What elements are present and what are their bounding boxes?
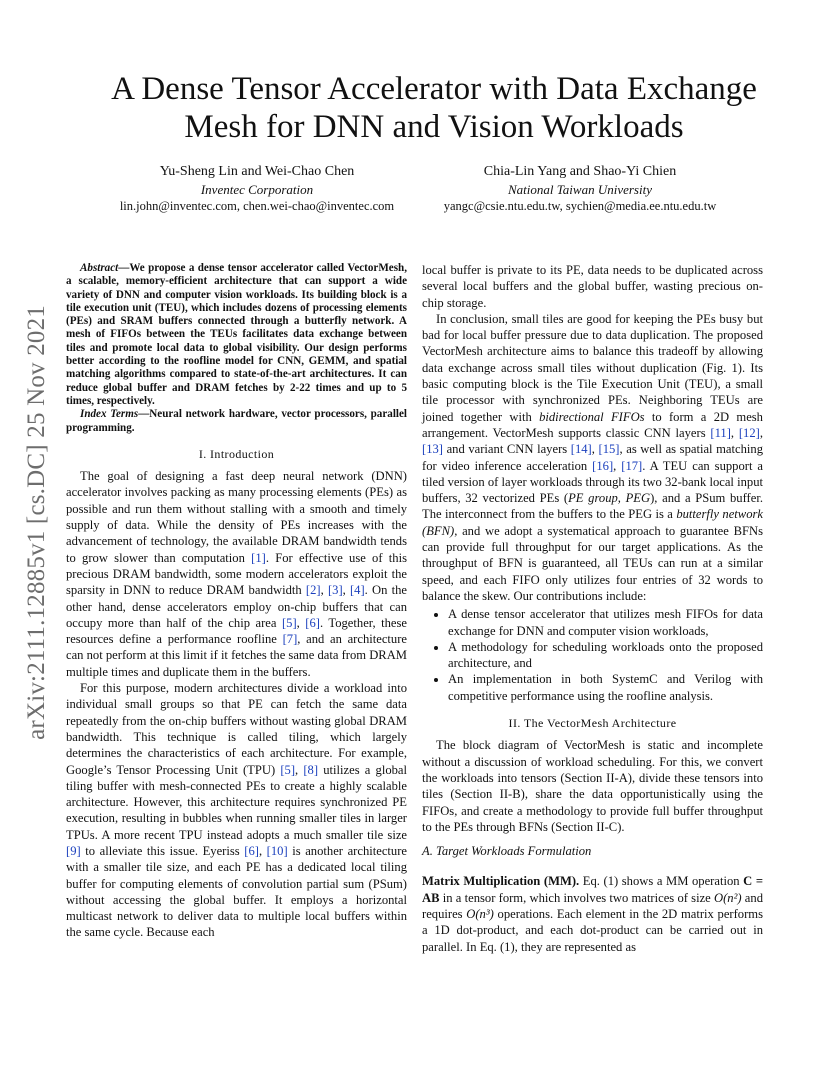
author-affiliation: National Taiwan University (508, 182, 652, 197)
citation-link[interactable]: [10] (266, 843, 288, 858)
index-terms (66, 408, 407, 435)
matrix-multiplication-paragraph (422, 873, 763, 954)
text-run: and variant CNN layers (442, 442, 571, 457)
text-run: , (296, 615, 306, 630)
text-run: . For effective use of this precious DRAM bandwidth, some modern accelerators exploit the sparsity in DNN to reduce DRAM bandwidth (66, 550, 407, 598)
text-run: , (342, 583, 350, 598)
text-run: , (320, 583, 328, 598)
citation-link[interactable]: [5] (280, 762, 296, 777)
emphasis: bidirectional FIFOs (539, 409, 645, 424)
math-expression: O(n³) (466, 906, 494, 921)
author-affiliation: Inventec Corporation (200, 182, 314, 197)
text-run: and requires (422, 890, 763, 921)
list-item: • An implementation in both SystemC and Verilog with competitive performance using the roofline analysis. (448, 671, 763, 704)
arxiv-id: arXiv:2111.12885v1 [cs.DC] 25 Nov 2021 (23, 305, 50, 740)
section-heading-introduction: I. Introduction (198, 446, 275, 461)
text-run: , (591, 442, 599, 457)
text-run: ), and a PSum buffer. The interconnect from the buffers to the PEG is a (422, 491, 763, 522)
text-run: . A TEU can support a tiled version of layer workloads through its two 32-bank local input buffers, 32 vectorized PEs ( (422, 458, 763, 506)
text-run: operations. Each element in the 2D matrix performs a 1D dot-product, and each dot-product can be carried out in parallel. In Eq. (1), they are represented as (422, 906, 763, 954)
citation-link[interactable]: [9] (66, 843, 81, 858)
text-run: For this purpose, modern architectures divide a workload into individual small groups so that PE can fetch the same data repeatedly from the on-chip buffers without wasting global DRAM bandwidth. This technique is called tiling, which largely determines the characteristics of each architecture. For example, Google’s Tensor Processing Unit (TPU) (66, 681, 407, 777)
title-line-2: Mesh for DNN and Vision Workloads (184, 109, 684, 145)
citation-link[interactable]: [8] (303, 762, 319, 777)
text-run: , (295, 762, 304, 777)
abstract-label: Abstract (80, 262, 119, 274)
abstract-text: —We propose a dense tensor accelerator called VectorMesh, a scalable, memory-efficient architecture that can support a wide variety of DNN and computer vision workloads. Its building block is a tile execution unit (TEU), which includes dozens of processing elements (PEs) and SRAM buffers connected through a butterfly network. A mesh of FIFOs between the TEUs facilitates data exchange between tiles and promote local data to global visibility. Our design performs better according to the roofline model for CNN, GEMM, and spatial matching algorithms compared to state-of-the-art architectures. It can reduce global buffer and DRAM fetches by 2-22 times and up to 5 times, respectively. (66, 262, 407, 407)
citation-link[interactable]: [4] (349, 583, 365, 598)
subsection-heading: A. Target Workloads Formulation (422, 844, 592, 859)
text-run: utilizes a global tiling buffer with mesh-connected PEs to create a highly scalable architecture. However, this architecture requires synchronized PE execution, resulting in bubbles when running smaller tiles in larger TPUs. A more recent TPU instead adopts a much smaller tile size (66, 762, 408, 842)
citation-link[interactable]: [3] (327, 583, 343, 598)
right-paragraph-2 (422, 311, 763, 604)
section-heading-architecture: II. The VectorMesh Architecture (508, 716, 677, 731)
citation-link[interactable]: [14] (570, 442, 592, 457)
citation-link[interactable]: [16] (592, 458, 614, 473)
text-run: In conclusion, small tiles are good for keeping the PEs busy but bad for local buffer pressure due to data duplication. The proposed VectorMesh architecture aims to balance this tradeoff by allowing data exchange across small tiles without duplication (Fig. 1). Its basic computing block is the Tile Execution Unit (TEU), a small tile processor with synchronized PEs. Neighboring TEUs are joined together with (422, 311, 763, 424)
text-run: The goal of designing a fast deep neural network (DNN) accelerator involves packing as many processing elements (PEs) as possible and run them without stalling with a smooth and timely supply of data. While the density of PEs increases with the advancement of technology, the available DRAM bandwidth tends to grow slower than computation (66, 469, 407, 565)
citation-link[interactable]: [6] (305, 615, 320, 630)
emphasis: PE group, PEG (568, 491, 651, 506)
emphasis: butterfly network (BFN) (422, 507, 763, 538)
list-item: • A dense tensor accelerator that utilizes mesh FIFOs for data exchange for DNN and computer vision workloads, (448, 606, 763, 639)
left-column (66, 262, 407, 941)
citation-link[interactable]: [7] (282, 632, 298, 647)
author-names: Yu-Sheng Lin and Wei-Chao Chen (159, 164, 355, 179)
citation-link[interactable]: [5] (281, 615, 297, 630)
abstract (66, 262, 407, 408)
author-email: lin.john@inventec.com, chen.wei-chao@inventec.com (119, 199, 395, 213)
citation-link[interactable]: [1] (251, 550, 266, 565)
text-run: is another architecture with a smaller tile size, and each PE has a dedicated local tiling buffer for computing elements of convolution partial sum (PSum) without accessing the global buffer. It employs a horizontal multicast network to deliver data to multiple local buffers within the same cycle. Because each (66, 843, 407, 940)
text-run: to form a 2D mesh arrangement. VectorMesh supports classic CNN layers (422, 409, 763, 440)
text-run: , (730, 425, 739, 440)
index-terms-label: Index Terms (80, 408, 139, 421)
intro-paragraph-2 (66, 680, 407, 941)
author-names: Chia-Lin Yang and Shao-Yi Chien (483, 164, 677, 179)
contributions-list (422, 606, 763, 704)
intro-paragraph-1 (66, 468, 407, 680)
citation-link[interactable]: [13] (422, 442, 443, 457)
citation-link[interactable]: [12] (738, 425, 760, 440)
citation-link[interactable]: [15] (598, 442, 620, 457)
right-column (422, 262, 763, 955)
text-run: . On the other hand, dense accelerators employ on-chip buffers that can occupy more than half of the chip area (66, 583, 407, 630)
citation-link[interactable]: [17] (621, 458, 643, 473)
author-email: yangc@csie.ntu.edu.tw, sychien@media.ee.ntu.edu.tw (443, 199, 717, 213)
paper-title (80, 70, 788, 146)
arxiv-stamp (24, 285, 50, 760)
text-run: , and an architecture can not perform at this limit if it fetches the same data from DRAM multiple times and duplicate them in the buffers. (66, 632, 407, 679)
math-expression: O(n²) (714, 890, 742, 905)
text-run: , (258, 843, 267, 858)
text-run: Eq. (1) shows a MM operation (579, 874, 744, 889)
text-run: in a tensor form, which involves two matrices of size (439, 890, 714, 905)
text-run: , and we adopt a systematical approach to guarantee BFNs can provide full throughput for our target applications. As the throughput of BFN is guaranteed, all TEUs can run at a similar speed, and each FIFO only utilizes four entries of 32 words to balance the skew. Our contributions include: (422, 523, 763, 603)
list-item: • A methodology for scheduling workloads onto the proposed architecture, and (448, 639, 763, 672)
index-terms-text: —Neural network hardware, vector processors, parallel programming. (66, 408, 407, 434)
architecture-paragraph-1: The block diagram of VectorMesh is static and incomplete without a discussion of workload scheduling. For this, we convert the workloads into tensors (Section II-A), divide these tensors into tiles (Section II-B), share the data opportunistically using the FIFOs, and create a methodology to provide full buffer throughput to the PEs through BFNs (Section II-C). (422, 738, 763, 834)
citation-link[interactable]: [6] (244, 843, 259, 858)
text-run: , as well as spatial matching for video inference acceleration (422, 442, 763, 473)
text-run: , (613, 458, 622, 473)
paragraph-label: Matrix Multiplication (MM). (422, 874, 580, 889)
author-block-1 (94, 163, 420, 215)
right-paragraph-1: local buffer is private to its PE, data needs to be duplicated across several local buffers and the global buffer, wasting precious on-chip storage. (422, 263, 763, 310)
equation: C = AB (422, 874, 763, 905)
text-run: , (759, 425, 763, 440)
citation-link[interactable]: [11] (710, 425, 731, 440)
text-run: . Together, these resources define a performance roofline (66, 615, 407, 647)
text-run: to alleviate this issue. Eyeriss (80, 843, 245, 858)
author-block-2 (430, 163, 730, 215)
citation-link[interactable]: [2] (305, 583, 321, 598)
title-line-1: A Dense Tensor Accelerator with Data Exchange (111, 71, 757, 107)
